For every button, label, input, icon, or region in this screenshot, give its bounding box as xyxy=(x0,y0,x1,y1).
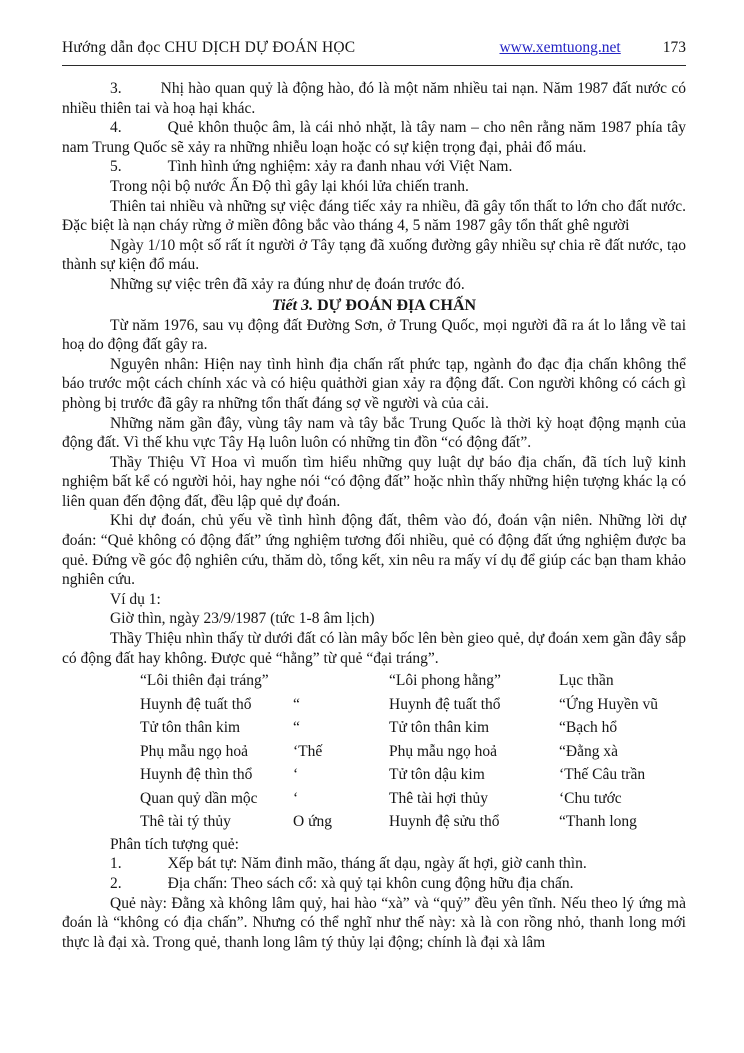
table-row xyxy=(140,740,686,764)
paragraph-example-label: Ví dụ 1: xyxy=(110,590,161,608)
paragraph-recent: Những năm gần đây, vùng tây nam và tây bắc Trung Quốc là thời kỳ hoạt động mạnh của động đất. Vì thế khu vực Tây Hạ luôn luôn có những tin đồn “có động đất”. xyxy=(62,414,686,452)
header-title: Hướng dẫn đọc CHU DỊCH DỰ ĐOÁN HỌC xyxy=(62,39,356,56)
paragraph-intro: Từ năm 1976, sau vụ động đất Đường Sơn, ở Trung Quốc, mọi người đã ra át lo lắng về tai hoạ do động đất gây ra. xyxy=(62,316,686,354)
spirit-cell: ‘Chu tước xyxy=(559,789,622,807)
item-text: Địa chấn: Theo sách cổ: xà quỷ tại khôn cung động hữu địa chấn. xyxy=(167,874,574,892)
item-number: 2. xyxy=(110,874,122,892)
analysis-item-1 xyxy=(62,854,686,874)
right-hexagram-cell: Phụ mẫu ngọ hoả xyxy=(389,742,498,760)
paragraph-thieu: Thầy Thiệu Vĩ Hoa vì muốn tìm hiểu những quy luật dự báo địa chấn, đã tích luỹ kinh nghiệm bất kể có người hỏi, hay nghe nói “có động đất” hoặc nhìn thấy những hiện tượng khác lạ có liên quan đến động đất, đều lập quẻ dự đoán. xyxy=(62,453,686,510)
paragraph-time: Giờ thìn, ngày 23/9/1987 (tức 1-8 âm lịch) xyxy=(110,610,375,628)
page-number: 173 xyxy=(662,39,686,56)
right-hexagram-cell: Huynh đệ sửu thổ xyxy=(389,813,500,831)
left-hexagram-cell: Phụ mẫu ngọ hoả xyxy=(140,742,249,760)
paragraph-cause: Nguyên nhân: Hiện nay tình hình địa chấn rất phức tạp, ngành đo đạc địa chấn không thể báo trước một cách chính xác và có hiệu quảthời gian xảy ra động đất. Con người không có cách gì phòng bị trước đã gây ra những tổn thất đáng sợ về người và của cải. xyxy=(62,355,686,412)
paragraph-item-3 xyxy=(62,79,686,118)
paragraph-tibet: Ngày 1/10 một số rất ít người ở Tây tạng đã xuống đường gây nhiều sự chia rẽ đất nước, tạo thành sự kiện đổ máu. xyxy=(62,236,686,274)
item-number: 5. xyxy=(110,158,122,176)
left-hexagram-cell: Huynh đệ tuất thổ xyxy=(140,695,252,713)
item-text: Quẻ khôn thuộc âm, là cái nhỏ nhặt, là tây nam – cho nên rằng năm 1987 phía tây nam Trung Quốc sẽ xảy ra những nhiễu loạn hoặc có sự kiện trọng đại, phải đổ máu. xyxy=(62,119,686,156)
item-number: 1. xyxy=(110,855,122,873)
table-row xyxy=(140,669,686,693)
left-hexagram-cell: Huynh đệ thìn thổ xyxy=(140,766,253,784)
table-row xyxy=(140,693,686,717)
mark-cell: “ xyxy=(293,719,300,737)
item-text: Xếp bát tự: Năm đinh mão, tháng ất dạu, ngày ất hợi, giờ canh thìn. xyxy=(167,855,587,873)
table-row xyxy=(140,716,686,740)
analysis-item-2 xyxy=(62,874,686,894)
left-hexagram-cell: Thê tài tý thủy xyxy=(140,813,231,831)
page-header xyxy=(62,38,686,58)
item-text: Nhị hào quan quỷ là động hào, đó là một năm nhiều tai nạn. Năm 1987 đất nước có nhiều thiên tai và hoạ hại khác. xyxy=(62,80,686,117)
paragraph-item-4 xyxy=(62,118,686,157)
spirit-cell: “Ứng Huyền vũ xyxy=(559,695,658,713)
spirit-cell: “Bạch hổ xyxy=(559,719,618,737)
section-label: Tiết 3. xyxy=(271,296,314,314)
mark-cell: ‘Thế xyxy=(293,742,323,760)
paragraph-method: Khi dự đoán, chủ yếu về tình hình động đất, thêm vào đó, đoán vận niên. Những lời dự đoán: “Quẻ không có động đất” ứng nghiệm tương đối nhiều, quẻ có động đất ứng nghiệm được ba quẻ. Đứng về góc độ nghiên cứu, thăm dò, tổng kết, xin nêu ra mấy ví dụ để giúp các bạn tham khảo nghiên cứu. xyxy=(62,512,686,589)
page-body xyxy=(62,79,686,952)
mark-cell: “ xyxy=(293,695,300,713)
paragraph-cast: Thầy Thiệu nhìn thấy từ dưới đất có làn mây bốc lên bèn gieo quẻ, dự đoán xem gần đây sắp có động đất hay không. Được quẻ “hằng” từ quẻ “đại tráng”. xyxy=(62,630,686,667)
right-hexagram-cell: Thê tài hợi thủy xyxy=(389,789,489,807)
left-hexagram-cell: “Lôi thiên đại tráng” xyxy=(140,672,269,690)
spirit-cell: “Đằng xà xyxy=(559,742,618,760)
spirit-cell: Lục thần xyxy=(559,672,614,690)
header-divider xyxy=(62,65,686,66)
header-right xyxy=(499,38,686,58)
mark-cell: O ứng xyxy=(293,813,332,831)
section-heading xyxy=(62,295,686,316)
paragraph-final-analysis: Quẻ này: Đằng xà không lâm quỷ, hai hào “xà” và “quỷ” đều yên tĩnh. Nếu theo lý ứng mà đoán là “không có địa chấn”. Nhưng có thể nghĩ như thế này: xà là con rồng nhỏ, thanh long mới thực là đại xà. Trong quẻ, thanh long lâm tý thủy lại động; chính là đại xà lâm xyxy=(62,894,686,951)
right-hexagram-cell: Tử tôn thân kim xyxy=(389,719,490,737)
spirit-cell: “Thanh long xyxy=(559,813,637,831)
section-title: DỰ ĐOÁN ĐỊA CHẤN xyxy=(313,296,477,314)
paragraph-item-5 xyxy=(62,157,686,177)
right-hexagram-cell: Huynh đệ tuất thổ xyxy=(389,695,501,713)
mark-cell: ‘ xyxy=(293,766,299,784)
left-hexagram-cell: Quan quỷ dần mộc xyxy=(140,789,258,807)
paragraph-disaster: Thiên tai nhiều và những sự việc đáng tiếc xảy ra nhiều, đã gây tổn thất to lớn cho đất nước. Đặc biệt là nạn cháy rừng ở miền đông bắc vào tháng 4, 5 năm 1987 gây tổn thất ghê người xyxy=(62,197,686,235)
paragraph-india: Trong nội bộ nước Ấn Độ thì gây lại khói lửa chiến tranh. xyxy=(110,177,469,195)
analysis-heading: Phân tích tượng quẻ: xyxy=(110,835,239,853)
table-row xyxy=(140,763,686,787)
left-hexagram-cell: Tử tôn thân kim xyxy=(140,719,241,737)
header-link[interactable]: www.xemtuong.net xyxy=(499,39,621,56)
hexagram-table xyxy=(140,669,686,834)
spirit-cell: ‘Thế Câu trần xyxy=(559,766,646,784)
paragraph-conclusion: Những sự việc trên đã xảy ra đúng như dẹ đoán trước đó. xyxy=(110,275,465,293)
item-number: 4. xyxy=(110,119,122,137)
item-text: Tình hình ứng nghiệm: xảy ra đanh nhau với Việt Nam. xyxy=(167,158,513,176)
mark-cell xyxy=(293,669,389,693)
table-row xyxy=(140,787,686,811)
mark-cell: ‘ xyxy=(293,789,299,807)
table-row xyxy=(140,810,686,834)
right-hexagram-cell: “Lôi phong hằng” xyxy=(389,672,501,690)
item-number: 3. xyxy=(110,80,122,97)
right-hexagram-cell: Tử tôn dậu kim xyxy=(389,766,485,784)
